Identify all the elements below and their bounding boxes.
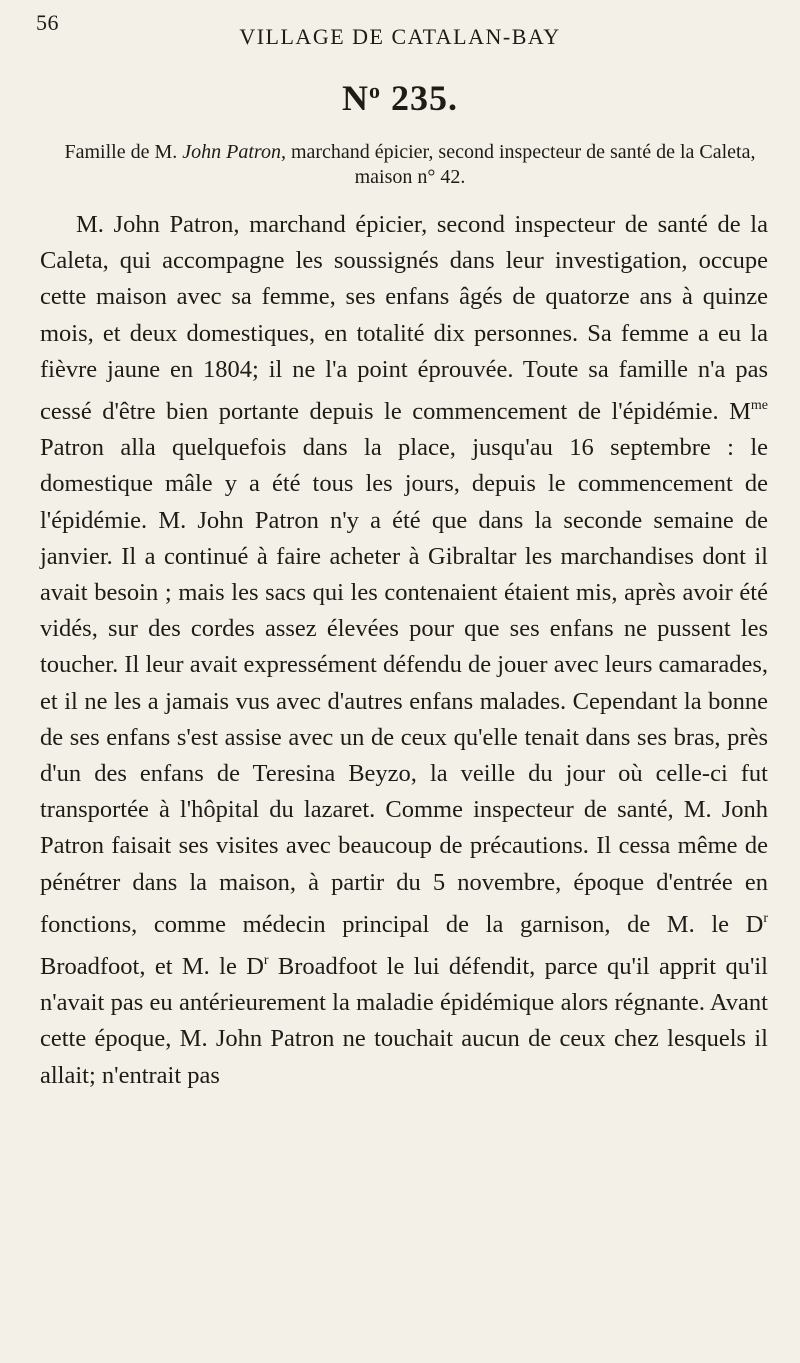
entry-heading [48,140,772,190]
page-number: 56 [36,10,59,35]
heading-part1: Famille de M. [64,141,183,163]
body-part1: M. John Patron, marchand épicier, second inspecteur de santé de la Caleta, qui accompagne les soussignés dans leur investigation, occupe cette maison avec sa femme, ses enfans âgés de quatorze ans à quinze mois, et deux domestiques, en totalité dix personnes. Sa femme a eu la fièvre jaune en 1804; il ne l'a point éprouvée. Toute sa famille n'a pas cessé d'être bien portante depuis le commencement de l'épidémie. M [40,211,768,426]
entry-number-prefix: N [342,78,369,118]
entry-number [0,77,800,119]
body-paragraph [40,207,768,1094]
entry-number-value: 235. [381,78,458,118]
running-head: VILLAGE DE CATALAN-BAY [239,24,561,49]
body-part3: Broadfoot, et M. le D [40,953,264,981]
heading-name: John Patron, [182,141,286,163]
body-sup-r1: r [763,910,768,926]
body-sup-me: me [750,398,768,414]
body-part4: Broadfoot le lui défendit, parce qu'il apprit qu'il n'avait pas eu antérieurement la maladie épidémique alors régnante. Avant cette époque, M. John Patron ne touchait aucun de ceux chez lesquels il allait; n'entrait pas [40,953,768,1089]
body-part2: Patron alla quelquefois dans la place, jusqu'au 16 septembre : le domestique mâle y a été tous les jours, depuis le commencement de l'épidémie. M. John Patron n'y a été que dans la seconde semaine de janvier. Il a continué à faire acheter à Gibraltar les marchandises dont il avait besoin ; mais les sacs qui les contenaient étaient mis, après avoir été vidés, sur des cordes assez élevées pour que ses enfans ne pussent les toucher. Il leur avait expressément défendu de jouer avec leurs camarades, et il ne les a jamais vus avec d'autres enfans malades. Cependant la bonne de ses enfans s'est assise avec un de ceux qu'elle tenait dans ses bras, près d'un des enfans de Teresina Beyzo, la veille du jour où celle-ci fut transportée à l'hôpital du lazaret. Comme inspecteur de santé, M. Jonh Patron faisait ses visites avec beaucoup de précautions. Il cessa même de pénétrer dans la maison, à partir du 5 novembre, époque d'entrée en fonctions, comme médecin principal de la garnison, de M. le D [40,434,768,938]
entry-number-degree: o [369,78,381,103]
heading-part2: marchand épicier, second inspecteur de santé de la Caleta, maison n° 42. [285,141,756,188]
body-sup-r2: r [263,953,269,969]
